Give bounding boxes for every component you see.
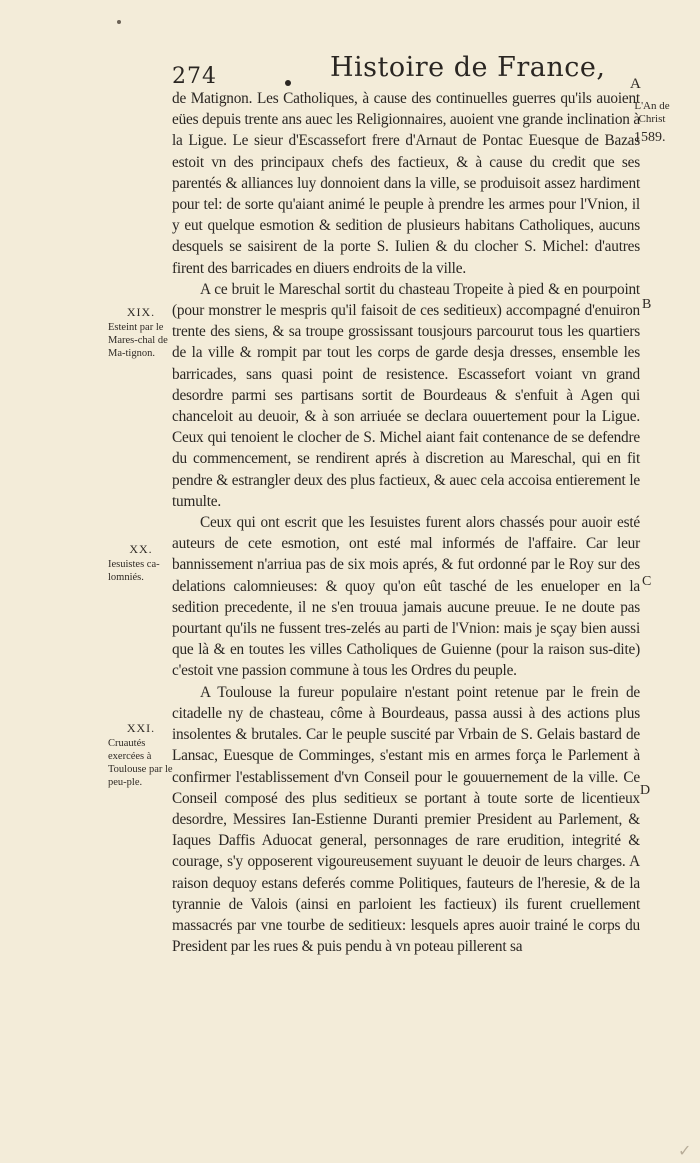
margin-letter-c: C (642, 574, 652, 589)
paragraph-opening: de Matignon. Les Catholiques, à cause des continuelles guerres qu'ils auoient eües depuis trente ans auec les Religionnaires, auoient vne grande inclination à la Ligue. Le sieur d'Escassefort frere d'Arnaut de Pontac Euesque de Bazas estoit vn des principaux chefs des factieux, & à cause du credit que ses parentés & alliances luy donnoient dans la ville, se produisoit assez hardiment pour tel: de sorte qu'aiant animé le peuple à prendre les armes pour l'Vnion, il y eut quelque esmotion & sedition de plusieurs habitans Catholiques, aucuns desquels se saisirent de la porte S. Iulien & du clocher S. Michel: d'autres firent des barricades en diuers endroits de la ville. (172, 90, 640, 277)
margin-letter-d: D (640, 783, 651, 798)
page-corner-mark: ✓ (678, 1141, 692, 1160)
sidenote-text: Esteint par le Mares-chal de Ma-tignon. (108, 322, 168, 359)
paragraph-jesuits: Ceux qui ont escrit que les Iesuistes furent alors chassés pour auoir esté auteurs de cete esmotion, ont esté mal informés de l'affaire. Car leur bannissement n'arriua pas de six mois aprés, & fut ordonné par le Roy sur des delations calomnieuses: & quoy qu'on eût tasché de les enueloper en la sedition precedente, il ne s'en trouua jamais aucune preuue. Ie ne doute pas pourtant qu'ils ne fussent tres-zelés au parti de l'Vnion: mais je sçay bien aussi que là & en toutes les villes Catholiques de Guienne (pour la raison sus-dite) c'estoit vne passion commune à tous les Ordres du peuple. (172, 514, 640, 680)
header-ornament-dot (285, 80, 291, 86)
running-title: Histoire de France, (330, 52, 606, 83)
sidenote-number: XX. (129, 542, 153, 556)
page-number: 274 (172, 64, 217, 89)
paragraph-marshal: A ce bruit le Mareschal sortit du chasteau Tropeite à pied & en pourpoint (pour monstrer le mespris qu'il faisoit de ces seditieux) accompagné d'enuiron trente des siens, & sa troupe grossissant tousjours parcourut tous les quartiers de la ville & rompit par tout les corps de garde desja dresses, ensemble les barricades, sans quasi point de resistence. Escassefort voiant vn grand desordre parmi ses partisans sortit de Bourdeaus & s'enfuit à Agen qui chanceloit au deuoir, & à son arriuée se declara ouuertement pour la Ligue. Ceux qui tenoient le clocher de S. Michel aiant fait contenance de se defendre du commencement, se rendirent aprés à discretion au Mareschal, qui en fit pendre & estrangler deux des plus factieux, & auec cela accoisa entierement le tumulte. (172, 280, 640, 510)
sidenote-text: Cruautés exercées à Toulouse par le peu-ple. (108, 738, 173, 788)
year-value: 1589. (634, 130, 666, 145)
year-label: L'An de Christ (634, 100, 670, 125)
ink-speck (117, 20, 121, 24)
paragraph-toulouse: A Toulouse la fureur populaire n'estant point retenue par le frein de citadelle ny de chasteau, côme à Bourdeaus, passa aussi à des actions plus insolentes & brutales. Car le peuple suscité par Vrbain de S. Gelais bastard de Lansac, Euesque de Comminges, s'estant mis en armes força le Parlement à confirmer l'establissement d'vn Conseil pour le gouuernement de la ville. Ce Conseil composé des plus seditieux se portant à toute sorte de licentieux desordre, Messires Ian-Estienne Duranti premier President au Parlement, & Iaques Daffis Aduocat general, personnages de rare erudition, integrité & courage, s'y opposerent vigoureusement suyuant le deuoir de leurs charges. A raison dequoy estans deferés comme Politiques, fauteurs de l'heresie, & de la tyrannie de Valois (ainsi en parloient les factieux) ils furent cruellement massacrés par vne tourbe de seditieux: lesquels apres auoir trainé le corps du President par les rues & puis pendu à vn poteau pillerent sa (172, 683, 640, 956)
sidenote-text: Iesuistes ca-lomniés. (108, 559, 160, 583)
margin-letter-b: B (642, 297, 652, 312)
sidenote-number: XIX. (126, 305, 156, 319)
running-header (170, 52, 640, 92)
sidenote-number: XXI. (126, 721, 156, 735)
sidenote-xx (108, 543, 174, 584)
margin-letter-a: A (630, 76, 641, 92)
sidenote-xix (108, 306, 174, 360)
sidenote-xxi (108, 722, 174, 789)
main-text-block (172, 88, 640, 957)
